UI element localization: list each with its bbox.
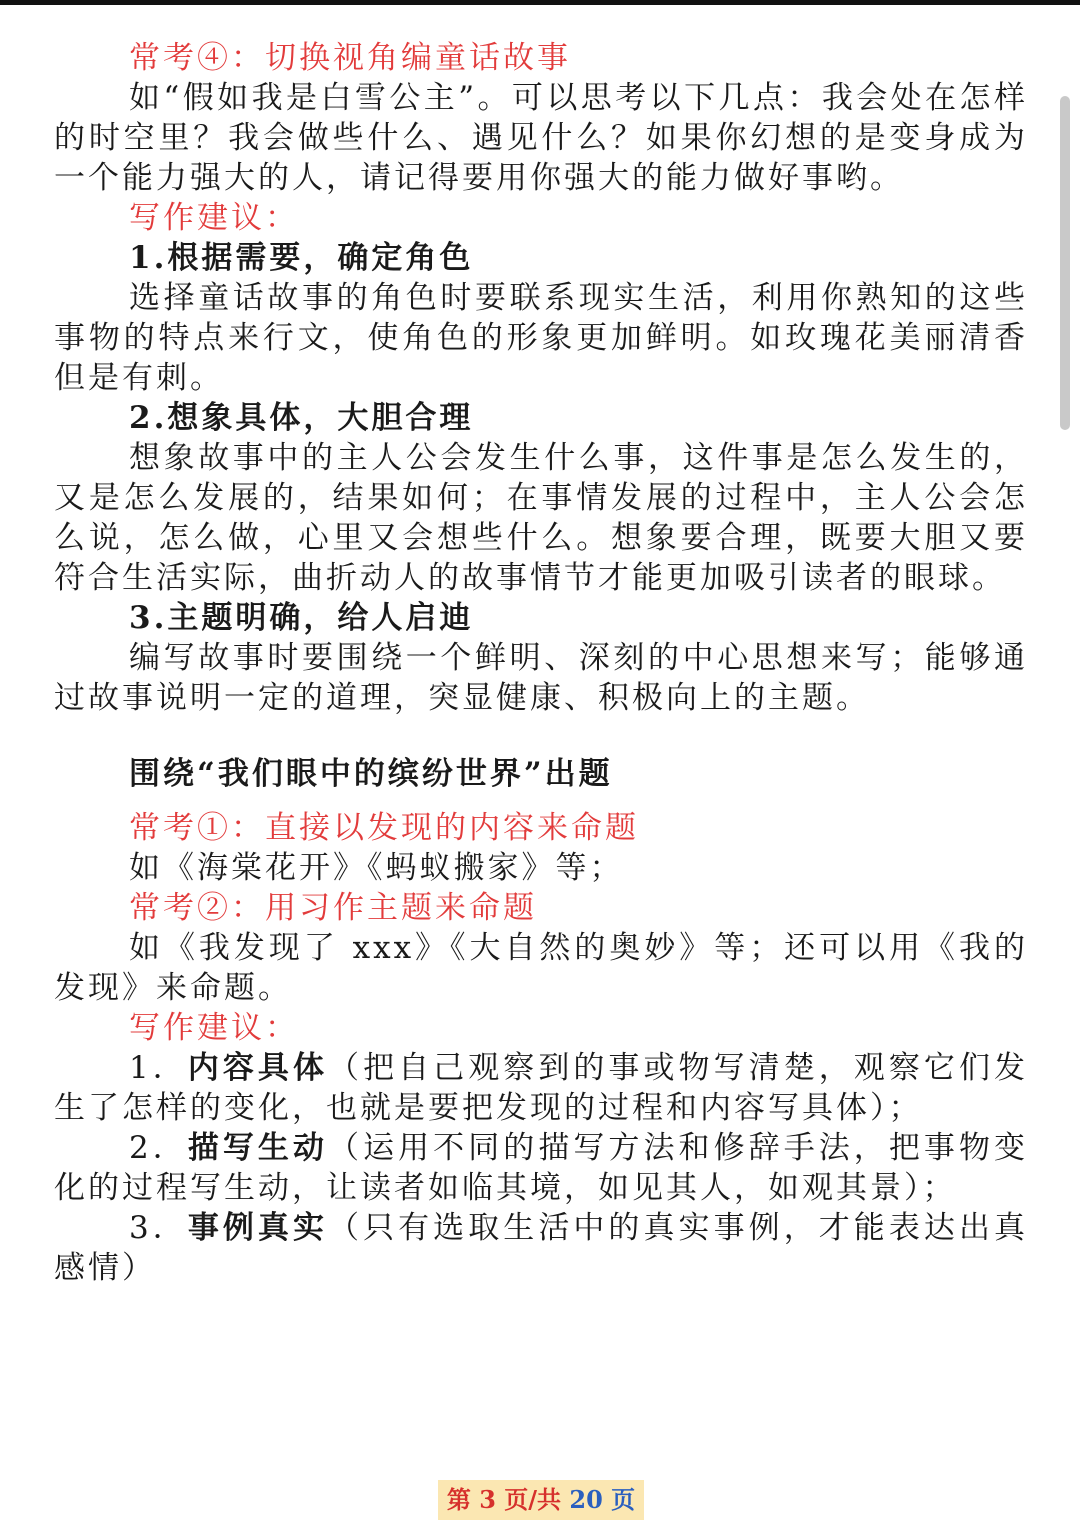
pager-suffix: 页 bbox=[611, 1485, 636, 1514]
vertical-scrollbar[interactable] bbox=[1060, 96, 1070, 430]
section1-heading: 常考④：切换视角编童话故事 bbox=[129, 40, 571, 76]
tip1-body: 选择童话故事的角色时要联系现实生活，利用你熟知的这些事物的特点来行文，使角色的形象更加鲜明。如玫瑰花美丽清香但是有刺。 bbox=[54, 280, 1028, 396]
page-indicator bbox=[438, 1480, 644, 1520]
section2-advice-heading: 写作建议： bbox=[129, 1010, 299, 1046]
pager-total: 20 bbox=[569, 1485, 603, 1514]
top-edge-bar bbox=[0, 0, 1080, 5]
pager-prefix: 第 bbox=[446, 1485, 471, 1514]
section2-item1-body: 如《海棠花开》《蚂蚁搬家》等； bbox=[129, 850, 624, 886]
pager-current: 3 bbox=[479, 1485, 496, 1514]
section2-item2-body: 如《我发现了 xxx》《大自然的奥妙》等；还可以用《我的发现》来命题。 bbox=[54, 930, 1028, 1006]
section2-tip3-body: （只有选取生活中的真实事例，才能表达出真感情） bbox=[54, 1210, 1028, 1286]
tip3-title: 3.主题明确，给人启迪 bbox=[129, 600, 474, 636]
section2-tip2-num: 2． bbox=[129, 1130, 188, 1166]
section2-item2-heading: 常考②：用习作主题来命题 bbox=[129, 890, 537, 926]
section2-tip3-title: 事例真实 bbox=[187, 1210, 329, 1246]
document-page bbox=[54, 38, 1028, 1288]
section2-title: 围绕“我们眼中的缤纷世界”出题 bbox=[129, 756, 613, 792]
section2-tip3-num: 3． bbox=[129, 1210, 188, 1246]
pager-mid: 页/共 bbox=[504, 1485, 562, 1514]
tip3-body: 编写故事时要围绕一个鲜明、深刻的中心思想来写；能够通过故事说明一定的道理，突显健康、积极向上的主题。 bbox=[54, 640, 1028, 716]
section-gap bbox=[54, 718, 1028, 754]
section2-item1-heading: 常考①：直接以发现的内容来命题 bbox=[129, 810, 639, 846]
section2-tip2-body: （运用不同的描写方法和修辞手法，把事物变化的过程写生动，让读者如临其境，如见其人，如观其景）； bbox=[54, 1130, 1028, 1206]
tip2-body: 想象故事中的主人公会发生什么事，这件事是怎么发生的，又是怎么发展的，结果如何；在事情发展的过程中，主人公会怎么说，怎么做，心里又会想些什么。想象要合理，既要大胆又要符合生活实际，曲折动人的故事情节才能更加吸引读者的眼球。 bbox=[54, 440, 1028, 596]
section2-tip1-num: 1． bbox=[129, 1050, 188, 1086]
section2-tip1-title: 内容具体 bbox=[187, 1050, 329, 1086]
section2-tip1 bbox=[54, 1048, 1028, 1128]
section1-advice-heading: 写作建议： bbox=[129, 200, 299, 236]
section1-intro: 如“假如我是白雪公主”。可以思考以下几点：我会处在怎样的时空里？我会做些什么、遇见什么？如果你幻想的是变身成为一个能力强大的人，请记得要用你强大的能力做好事哟。 bbox=[54, 80, 1028, 196]
section2-tip2 bbox=[54, 1128, 1028, 1208]
section2-tip2-title: 描写生动 bbox=[187, 1130, 329, 1166]
section2-tip1-body: （把自己观察到的事或物写清楚，观察它们发生了怎样的变化，也就是要把发现的过程和内容写具体）； bbox=[54, 1050, 1028, 1126]
tip2-title: 2.想象具体，大胆合理 bbox=[129, 400, 474, 436]
tip1-title: 1.根据需要，确定角色 bbox=[129, 240, 474, 276]
section2-tip3 bbox=[54, 1208, 1028, 1288]
